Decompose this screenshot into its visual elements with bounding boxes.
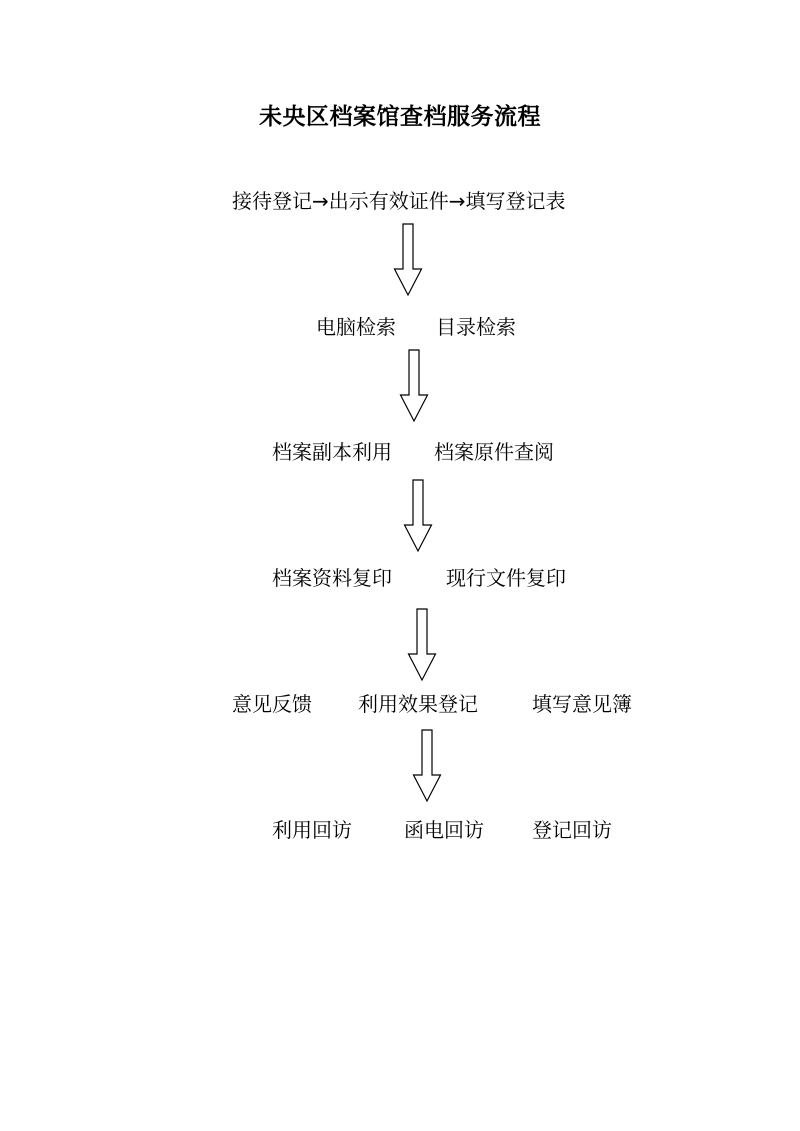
step-use-copy: 档案副本利用 [272, 440, 392, 464]
step-opinion-book: 填写意见簿 [532, 692, 632, 716]
step-search-catalog: 目录检索 [436, 315, 516, 339]
step-copy-archives: 档案资料复印 [272, 566, 392, 590]
step-followup-letter: 函电回访 [404, 818, 484, 842]
page-title: 未央区档案馆查档服务流程 [259, 103, 541, 130]
down-arrow-icon [407, 608, 437, 682]
step-search-computer: 电脑检索 [316, 315, 396, 339]
step-view-original: 档案原件查阅 [434, 440, 554, 464]
down-arrow-icon [393, 223, 423, 297]
step-followup-usage: 利用回访 [272, 818, 352, 842]
step-followup-register: 登记回访 [532, 818, 612, 842]
step-usage-register: 利用效果登记 [358, 692, 478, 716]
step-feedback: 意见反馈 [232, 692, 312, 716]
step-reception: 接待登记→出示有效证件→填写登记表 [232, 189, 566, 213]
down-arrow-icon [403, 479, 433, 553]
down-arrow-icon [412, 729, 442, 803]
down-arrow-icon [399, 349, 429, 423]
step-copy-documents: 现行文件复印 [446, 566, 566, 590]
